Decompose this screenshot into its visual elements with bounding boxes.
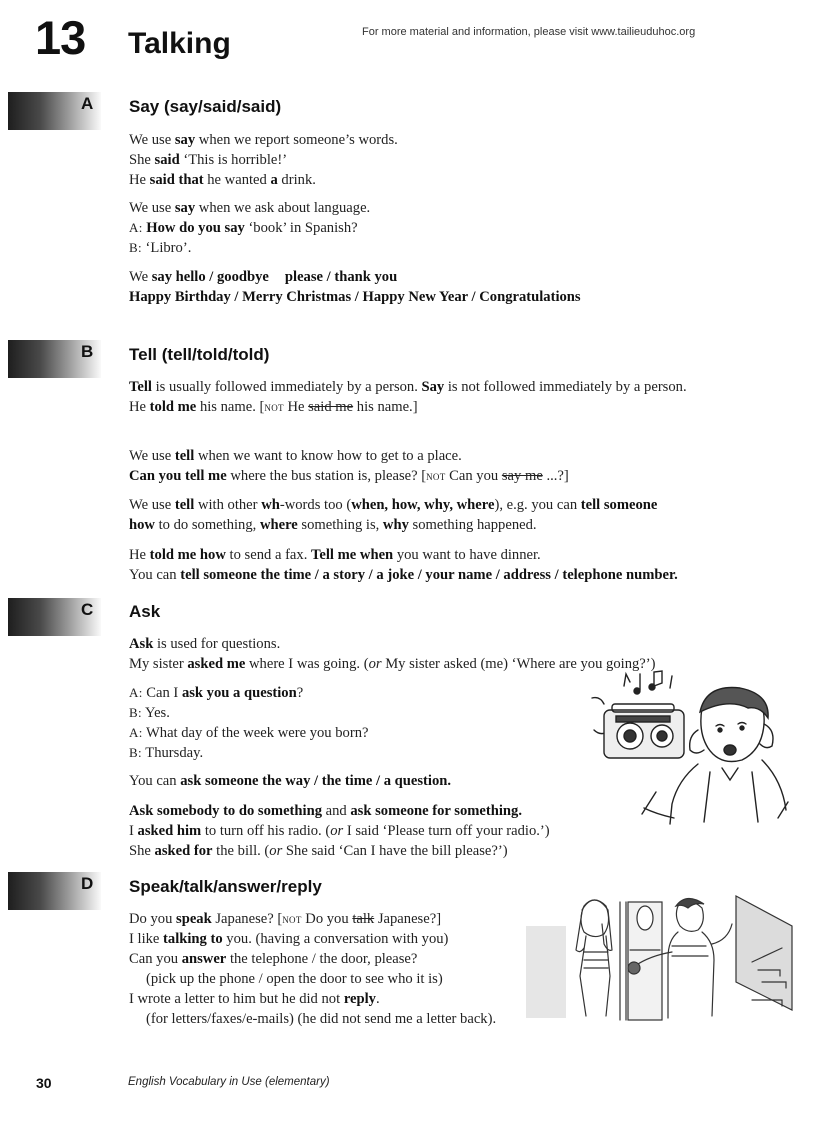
section-b-paragraph-4 — [129, 545, 794, 585]
section-letter-b: B — [81, 342, 94, 361]
dialogue-line: A: Can I ask you a question? — [129, 685, 304, 701]
section-tab-a — [8, 92, 101, 130]
text-line: (for letters/faxes/e-mails) (he did not send me a letter back). — [146, 1011, 497, 1027]
section-title-a: Say (say/said/said) — [129, 97, 282, 116]
book-title: English Vocabulary in Use (elementary) — [128, 1076, 330, 1088]
text-line: She asked for the bill. (or She said ‘Can I have the bill please?’) — [129, 843, 508, 859]
text-line: Can you tell me where the bus station is, please? [not Can you say me ...?] — [129, 468, 569, 484]
dialogue-line: A: What day of the week were you born? — [129, 725, 369, 741]
text-line: Can you answer the telephone / the door, please? — [129, 951, 418, 967]
section-tab-c — [8, 598, 101, 636]
text-line: She said ‘This is horrible!’ — [129, 152, 288, 168]
text-line: You can ask someone the way / the time / a question. — [129, 773, 452, 789]
dialogue-line: B: Thursday. — [129, 745, 204, 761]
header-note: For more material and information, please visit www.tailieuduhoc.org — [362, 26, 696, 38]
section-title-d: Speak/talk/answer/reply — [129, 877, 322, 896]
text-line: We use tell with other wh-words too (when, how, why, where), e.g. you can tell someone — [129, 497, 658, 513]
unit-number: 13 — [35, 11, 86, 64]
section-a-paragraph-3 — [129, 267, 794, 307]
radio-illustration — [582, 668, 790, 828]
text-line: He said that he wanted a drink. — [129, 172, 316, 188]
text-line: He told me how to send a fax. Tell me when you want to have dinner. — [129, 547, 541, 563]
text-line: Happy Birthday / Merry Christmas / Happy New Year / Congratulations — [129, 289, 581, 305]
section-letter-d: D — [81, 874, 94, 893]
dialogue-line: B: ‘Libro’. — [129, 240, 192, 256]
text-line: Do you speak Japanese? [not Do you talk Japanese?] — [129, 911, 442, 927]
section-letter-c: C — [81, 600, 94, 619]
dialogue-line: B: Yes. — [129, 705, 170, 721]
text-line: We say hello / goodbye please / thank you — [129, 269, 398, 285]
section-tab-b — [8, 340, 101, 378]
text-line: Ask somebody to do something and ask someone for something. — [129, 803, 522, 819]
text-line: We use say when we ask about language. — [129, 200, 371, 216]
text-line: (pick up the phone / open the door to see who it is) — [146, 971, 443, 987]
text-line: We use say when we report someone’s words. — [129, 132, 398, 148]
text-line: We use tell when we want to know how to get to a place. — [129, 448, 462, 464]
door-telephone-illustration — [522, 892, 807, 1027]
page-number: 30 — [36, 1075, 52, 1091]
text-line: I asked him to turn off his radio. (or I said ‘Please turn off your radio.’) — [129, 823, 550, 839]
unit-title: Talking — [128, 27, 231, 60]
text-line: Tell is usually followed immediately by a person. Say is not followed immediately by a person. — [129, 379, 687, 395]
text-line: My sister asked me where I was going. (or My sister asked (me) ‘Where are you going?’) — [129, 656, 656, 672]
section-letter-a: A — [81, 94, 94, 113]
section-a-paragraph-1 — [129, 130, 794, 190]
section-b-paragraph-1 — [129, 377, 794, 417]
section-tab-d — [8, 872, 101, 910]
section-a-paragraph-2 — [129, 198, 794, 258]
section-b-paragraph-3 — [129, 495, 794, 535]
section-b-paragraph-2 — [129, 446, 794, 486]
section-title-c: Ask — [129, 602, 161, 621]
text-line: Ask is used for questions. — [129, 636, 281, 652]
text-line: He told me his name. [not He said me his name.] — [129, 399, 418, 415]
text-line: I like talking to you. (having a conversation with you) — [129, 931, 449, 947]
text-line: how to do something, where something is, why something happened. — [129, 517, 537, 533]
dialogue-line: A: How do you say ‘book’ in Spanish? — [129, 220, 358, 236]
text-line: You can tell someone the time / a story / a joke / your name / address / telephone number. — [129, 567, 678, 583]
section-title-b: Tell (tell/told/told) — [129, 345, 270, 364]
text-line: I wrote a letter to him but he did not reply. — [129, 991, 380, 1007]
